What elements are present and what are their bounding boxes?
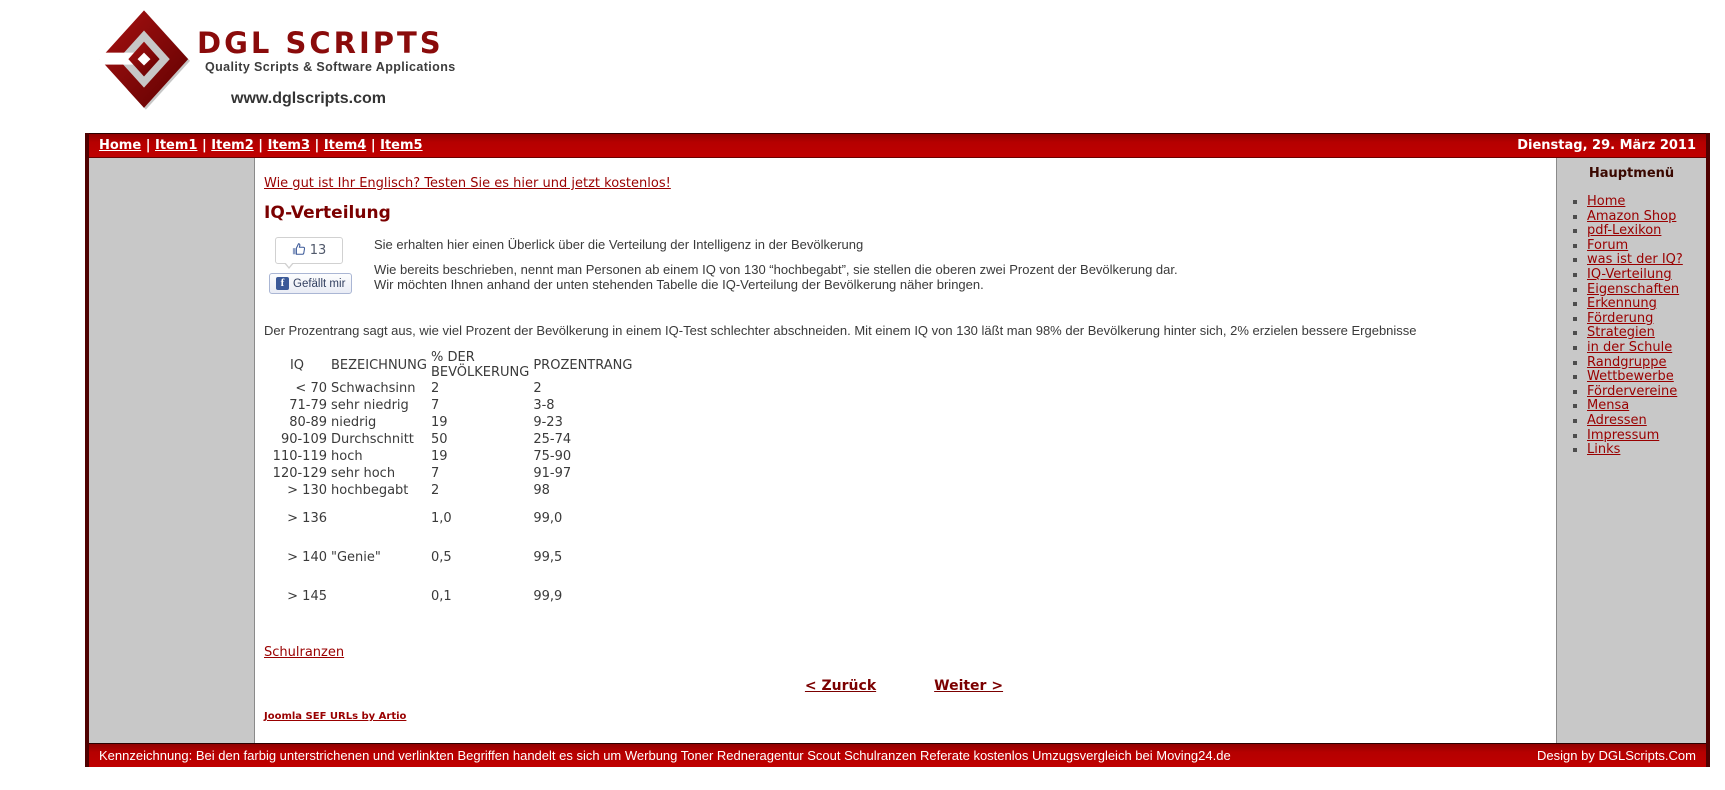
cell-name: Schwachsinn <box>331 381 416 396</box>
columns <box>89 158 1706 743</box>
spacer-cell <box>531 538 634 549</box>
count-bubble-tail <box>284 263 294 269</box>
col-header-bezeichnung: BEZEICHNUNG <box>331 357 427 373</box>
cell-iq: > 145 <box>287 589 327 604</box>
cell-name: hoch <box>331 449 363 464</box>
intro-paragraph: Sie erhalten hier einen Überlick über die Verteilung der Intelligenz in der Bevölkerung <box>374 237 864 252</box>
schulranzen-link[interactable]: Schulranzen <box>264 645 345 660</box>
footer-disclaimer: Kennzeichnung: Bei den farbig unterstrichenen und verlinkten Begriffen handelt es sich um Werbung Toner Redneragentur Scout Schulranzen Referate kostenlos Umzugsvergleich bei Moving24.de <box>99 748 1231 763</box>
sidebar-menu-item <box>1587 268 1706 283</box>
cell-iq: < 70 <box>295 381 327 396</box>
spacer-cell <box>429 538 531 549</box>
sidebar-menu-item <box>1587 312 1706 327</box>
col-header-iq: IQ <box>289 357 305 373</box>
table-row <box>265 482 634 499</box>
sidebar-link-iq-verteilung[interactable]: IQ-Verteilung <box>1587 266 1672 282</box>
spacer-cell <box>265 538 329 549</box>
sidebar-link-amazon-shop[interactable]: Amazon Shop <box>1587 208 1677 224</box>
topnav-item-item4[interactable]: Item4 <box>323 138 367 153</box>
table-row <box>265 380 634 397</box>
topnav-item-item1[interactable]: Item1 <box>155 138 198 153</box>
cell-rank: 91-97 <box>533 466 572 481</box>
joomla-sef-link[interactable]: Joomla SEF URLs by Artio <box>264 711 407 722</box>
sidebar-link-was-ist-der-iq-[interactable]: was ist der IQ? <box>1587 252 1683 268</box>
logo-title: DGL SCRIPTS <box>197 26 444 60</box>
sidebar-link-forum[interactable]: Forum <box>1587 237 1629 253</box>
intro-paragraphs <box>374 237 1544 292</box>
cell-pct: 7 <box>430 466 440 481</box>
cell-rank: 2 <box>533 381 542 396</box>
cell-pct: 2 <box>430 381 440 396</box>
cell-pct: 0,5 <box>430 550 452 565</box>
cell-rank: 3-8 <box>533 398 555 413</box>
cell-iq: > 130 <box>287 483 327 498</box>
topnav-separator: | <box>310 138 324 153</box>
sidebar-link-pdf-lexikon[interactable]: pdf-Lexikon <box>1587 223 1662 239</box>
pager <box>264 678 1544 694</box>
topnav <box>89 133 1706 158</box>
cell-name: sehr niedrig <box>331 398 409 413</box>
table-row <box>265 465 634 482</box>
cell-name: sehr hoch <box>331 466 396 481</box>
topnav-item-home[interactable]: Home <box>99 138 142 153</box>
table-spacer-row <box>265 577 634 588</box>
topnav-item-item2[interactable]: Item2 <box>211 138 254 153</box>
table-row <box>265 397 634 414</box>
sidebar-menu-item <box>1587 210 1706 225</box>
topnav-item-item3[interactable]: Item3 <box>267 138 311 153</box>
cell-iq: 120-129 <box>272 466 327 481</box>
frame <box>85 133 1710 767</box>
cell-pct: 19 <box>430 449 448 464</box>
topnav-separator: | <box>253 138 268 153</box>
cell-iq: 80-89 <box>289 415 327 430</box>
footer-credit: Design by DGLScripts.Com <box>1537 748 1696 763</box>
sidebar-link-mensa[interactable]: Mensa <box>1587 398 1630 414</box>
sidebar-menu-item <box>1587 370 1706 385</box>
col-header-prozent: % DER BEVÖLKERUNG <box>430 350 530 380</box>
spacer-cell <box>429 577 531 588</box>
sidebar-menu-item <box>1587 326 1706 341</box>
topnav-separator: | <box>366 138 381 153</box>
table-spacer-row <box>265 499 634 510</box>
cell-name <box>329 588 429 605</box>
table-row <box>265 588 634 605</box>
iq-table-body <box>265 380 634 605</box>
sidebar-menu <box>1587 195 1706 458</box>
spacer-cell <box>329 527 429 538</box>
like-count-value: 13 <box>309 243 327 258</box>
back-link[interactable]: < Zurück <box>804 678 877 694</box>
sidebar-link-strategien[interactable]: Strategien <box>1587 325 1655 341</box>
cell-iq: > 140 <box>287 550 327 565</box>
sidebar-menu-item <box>1587 385 1706 400</box>
facebook-row <box>264 237 1544 313</box>
percentile-note: Der Prozentrang sagt aus, wie viel Prozent der Bevölkerung in einem IQ-Test schlechter abschneiden. Mit einem IQ von 130 läßt man 98% der Bevölkerung hinter sich, 2% erzielen bessere Ergebnisse <box>264 323 1417 338</box>
spacer-cell <box>531 577 634 588</box>
facebook-like-count <box>275 237 343 264</box>
logo-tagline: Quality Scripts & Software Applications <box>205 60 456 74</box>
cell-name: "Genie" <box>331 550 381 565</box>
table-row <box>265 549 634 566</box>
cell-iq: 71-79 <box>289 398 327 413</box>
sidebar-menu-item <box>1587 414 1706 429</box>
sidebar-menu-item <box>1587 224 1706 239</box>
cell-pct: 19 <box>430 415 448 430</box>
spacer-cell <box>429 499 531 510</box>
intro-paragraph: Wir möchten Ihnen anhand der unten stehenden Tabelle die IQ-Verteilung der Bevölkerung näher bringen. <box>374 277 984 292</box>
main-content <box>255 158 1556 743</box>
facebook-widget <box>269 237 361 294</box>
sidebar-link-links[interactable]: Links <box>1587 442 1621 458</box>
spacer-cell <box>265 566 329 577</box>
cell-name: hochbegabt <box>331 483 409 498</box>
sidebar-menu-item <box>1587 253 1706 268</box>
joomla-credit <box>264 708 1544 723</box>
sidebar-menu-item <box>1587 429 1706 444</box>
cell-rank: 98 <box>533 483 550 498</box>
iq-table <box>265 350 634 605</box>
table-row <box>265 510 634 527</box>
spacer-cell <box>265 527 329 538</box>
left-spacer-column <box>89 158 255 743</box>
cell-iq: > 136 <box>287 511 327 526</box>
spacer-cell <box>429 566 531 577</box>
cell-rank: 99,0 <box>533 511 563 526</box>
sidebar-link-wettbewerbe[interactable]: Wettbewerbe <box>1587 369 1674 385</box>
cell-name: Durchschnitt <box>331 432 414 447</box>
dgl-logo-icon <box>98 8 190 116</box>
spacer-cell <box>531 566 634 577</box>
spacer-cell <box>429 527 531 538</box>
like-button-label: Gefällt mir <box>293 277 346 290</box>
cell-iq: 90-109 <box>280 432 327 447</box>
table-spacer-row <box>265 566 634 577</box>
cell-pct: 1,0 <box>430 511 452 526</box>
cell-iq: 110-119 <box>272 449 327 464</box>
table-row <box>265 448 634 465</box>
cell-pct: 7 <box>430 398 440 413</box>
topnav-links <box>99 138 423 153</box>
sidebar <box>1556 158 1706 743</box>
sidebar-link-eigenschaften[interactable]: Eigenschaften <box>1587 281 1680 297</box>
sidebar-link-in-der-schule[interactable]: in der Schule <box>1587 339 1673 355</box>
sidebar-menu-item <box>1587 341 1706 356</box>
nav-date: Dienstag, 29. März 2011 <box>1517 138 1696 153</box>
cell-rank: 75-90 <box>533 449 572 464</box>
spacer-cell <box>265 577 329 588</box>
table-spacer-row <box>265 527 634 538</box>
sidebar-link-fördervereine[interactable]: Fördervereine <box>1587 383 1678 399</box>
spacer-cell <box>265 499 329 510</box>
sidebar-menu-item <box>1587 399 1706 414</box>
thumb-up-icon <box>292 242 306 260</box>
sidebar-menu-item <box>1587 356 1706 371</box>
cell-pct: 0,1 <box>430 589 452 604</box>
cell-rank: 9-23 <box>533 415 563 430</box>
iq-table-head <box>265 350 634 380</box>
topnav-item-item5[interactable]: Item5 <box>380 138 423 153</box>
footer-bar <box>89 743 1706 767</box>
table-row <box>265 414 634 431</box>
spacer-cell <box>329 577 429 588</box>
sidebar-link-adressen[interactable]: Adressen <box>1587 412 1647 428</box>
intro-paragraph: Wie bereits beschrieben, nennt man Personen ab einem IQ von 130 “hochbegabt”, sie stellen die oberen zwei Prozent der Bevölkerung dar. <box>374 262 1178 277</box>
spacer-cell <box>329 566 429 577</box>
page-title: IQ-Verteilung <box>264 203 391 223</box>
next-link[interactable]: Weiter > <box>934 678 1004 694</box>
page <box>85 0 1710 767</box>
sidebar-menu-item <box>1587 297 1706 312</box>
promo <box>264 176 1544 191</box>
sidebar-link-förderung[interactable]: Förderung <box>1587 310 1654 326</box>
sidebar-link-randgruppe[interactable]: Randgruppe <box>1587 354 1667 370</box>
spacer-cell <box>531 527 634 538</box>
cell-pct: 50 <box>430 432 448 447</box>
cell-name: niedrig <box>331 415 377 430</box>
logo-url: www.dglscripts.com <box>231 90 386 107</box>
cell-name <box>329 510 429 527</box>
col-header-prozentrang: PROZENTRANG <box>533 357 633 373</box>
table-spacer-row <box>265 538 634 549</box>
sidebar-menu-item <box>1587 195 1706 210</box>
spacer-cell <box>531 499 634 510</box>
cell-rank: 25-74 <box>533 432 572 447</box>
sidebar-link-erkennung[interactable]: Erkennung <box>1587 296 1657 312</box>
sidebar-menu-item <box>1587 239 1706 254</box>
cell-rank: 99,9 <box>533 589 563 604</box>
topnav-separator: | <box>141 138 155 153</box>
cell-pct: 2 <box>430 483 440 498</box>
facebook-icon: f <box>276 277 289 290</box>
table-row <box>265 431 634 448</box>
sidebar-title: Hauptmenü <box>1588 166 1675 181</box>
facebook-like-button[interactable] <box>269 273 352 294</box>
english-test-link[interactable]: Wie gut ist Ihr Englisch? Testen Sie es hier und jetzt kostenlos! <box>264 176 671 191</box>
cell-rank: 99,5 <box>533 550 563 565</box>
sidebar-menu-item <box>1587 443 1706 458</box>
schulranzen <box>264 645 1544 660</box>
spacer-cell <box>329 499 429 510</box>
masthead <box>85 0 1710 133</box>
topnav-separator: | <box>197 138 212 153</box>
sidebar-link-impressum[interactable]: Impressum <box>1587 427 1660 443</box>
sidebar-link-home[interactable]: Home <box>1587 194 1626 209</box>
sidebar-menu-item <box>1587 283 1706 298</box>
spacer-cell <box>329 538 429 549</box>
